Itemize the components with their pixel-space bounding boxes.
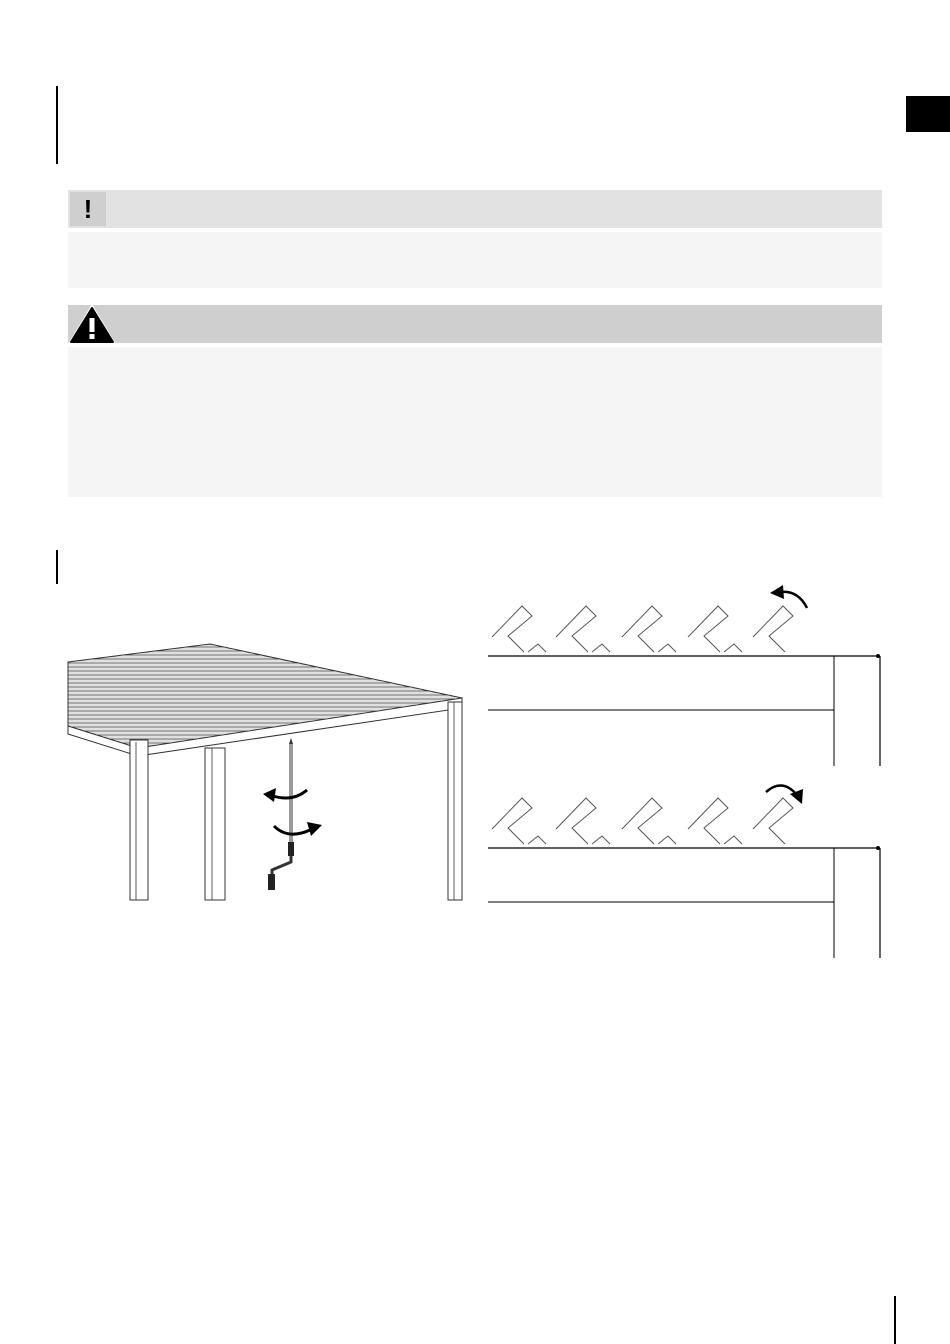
rotate-counterclockwise-arrow-icon [263,788,307,802]
footer-rule [894,1296,896,1344]
note-header [68,190,882,228]
rotate-clockwise-arrow-icon [766,785,803,804]
exclamation-icon: ! [70,192,106,226]
header-rule [56,86,58,164]
rotate-clockwise-arrow-icon [274,822,322,836]
right-post [448,702,462,900]
section-rule [56,550,58,584]
warning-header [68,305,882,343]
middle-post [205,748,225,900]
warning-triangle-icon [64,300,120,348]
pergola-crank-illustration [60,630,480,910]
note-body [68,232,882,288]
front-post [130,740,148,900]
language-tab [906,96,950,132]
rotate-counterclockwise-arrow-icon [770,585,807,608]
louver-open-diagram [480,580,890,770]
crank-handle-icon [268,738,294,890]
louver-close-diagram [480,772,890,962]
warning-body [68,347,882,497]
